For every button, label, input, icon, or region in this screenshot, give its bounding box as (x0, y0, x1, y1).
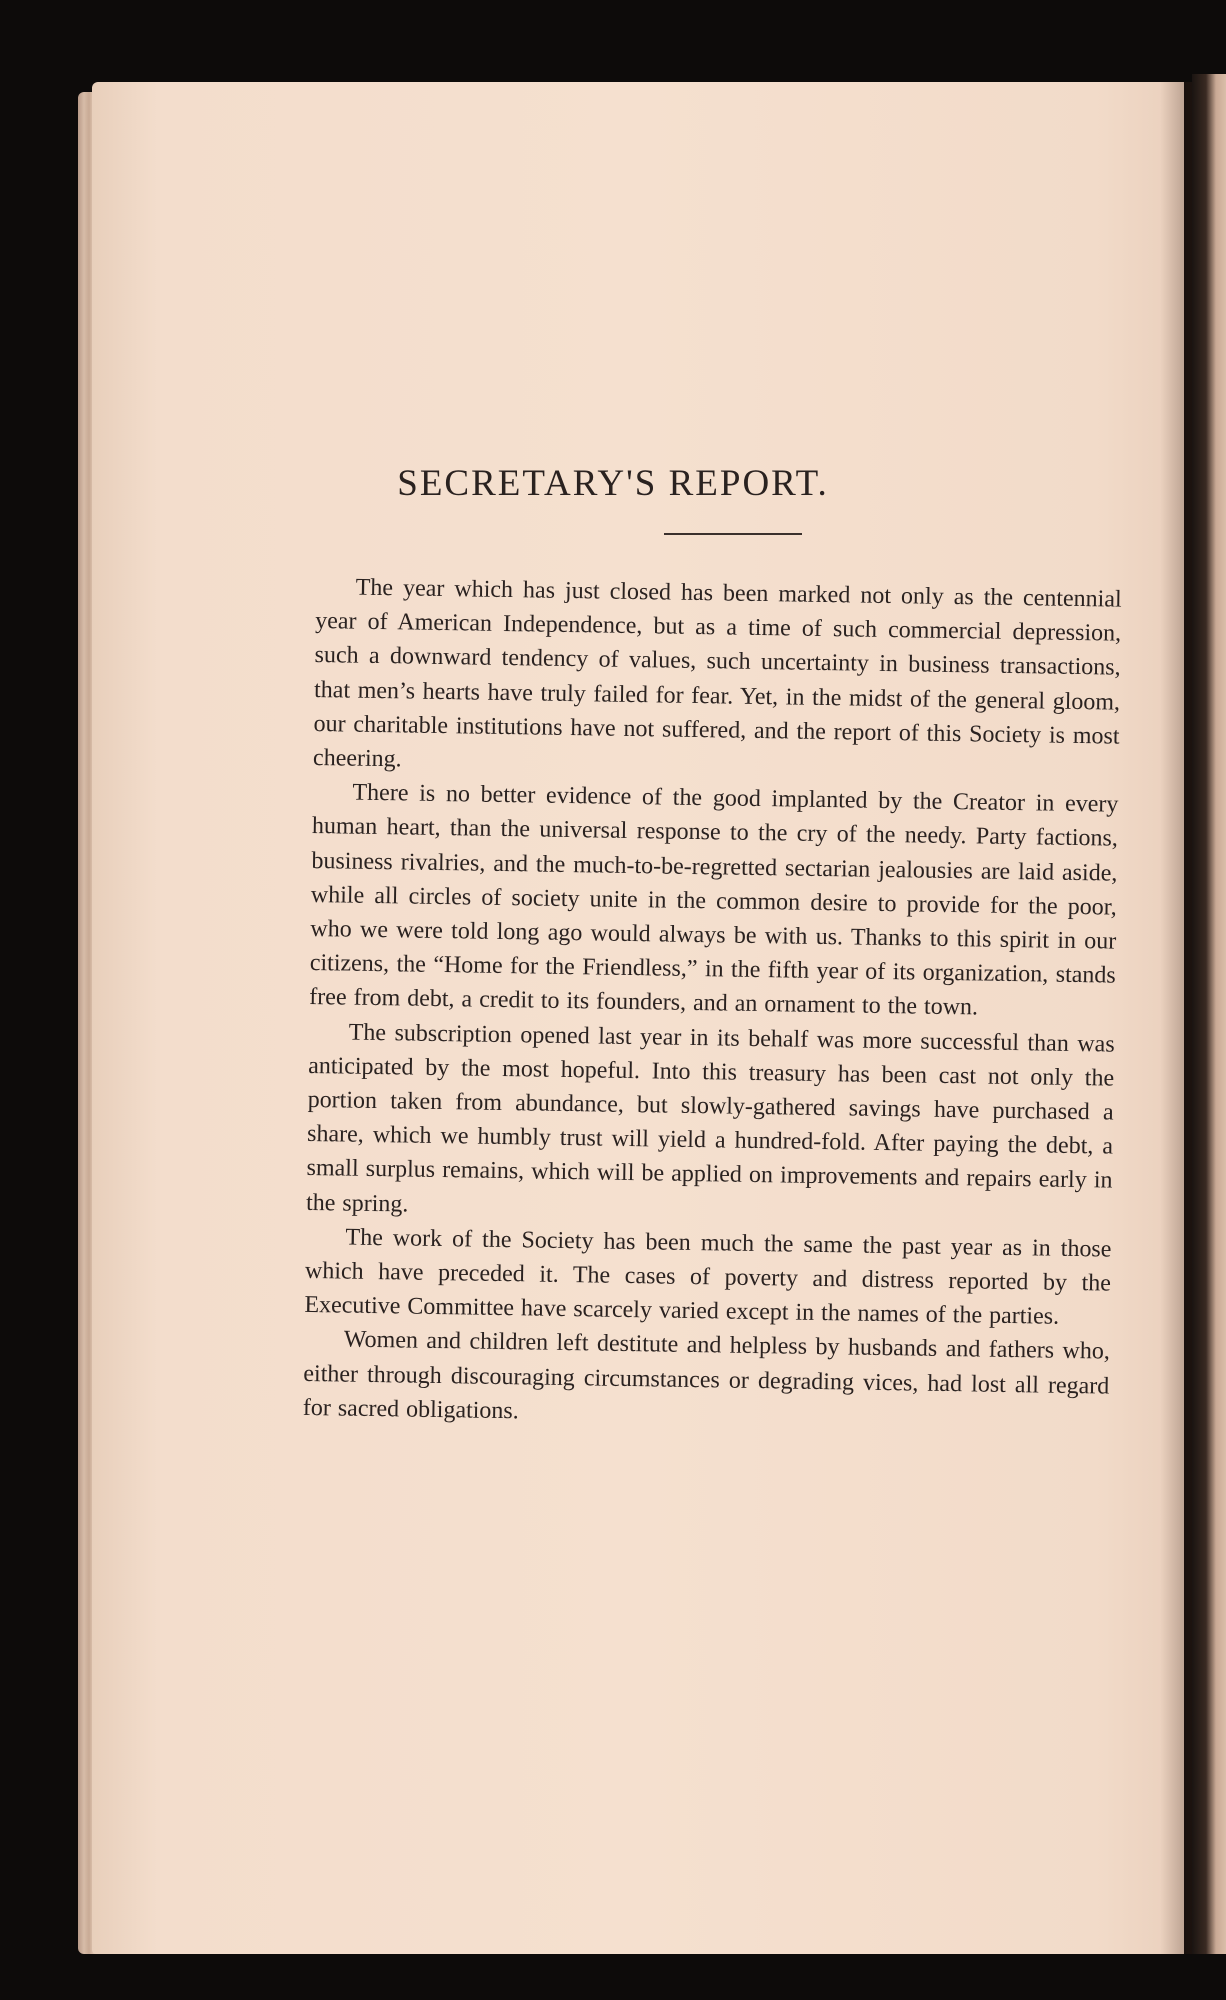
report-body (303, 570, 1122, 1438)
paragraph: Women and children left destitute and helpless by husbands and fathers who, either through discouraging circumstances or degrading vices, had lost all regard for sacred obligations. (302, 1327, 1111, 1425)
paragraph: The work of the Society has been much the same the past year as in those which have preceded it. The cases of poverty and distress reported by the Executive Committee have scarcely varied except in the names of the parties. (304, 1224, 1112, 1331)
spine-shadow (1160, 82, 1194, 1954)
paragraph: There is no better evidence of the good implanted by the Creator in every human heart, than the universal response to the cry of the needy. Party factions, business rivalries, and the much-to-be-regretted sectarian jealousies are laid aside, while all circles of society unite in the common desire to provide for the poor, who we were told long ago would always be with us. Thanks to this spirit in our citizens, the “Home for the Friendless,” in the fifth year of its organization, stands free from debt, a credit to its founders, and an ornament to the town. (309, 779, 1119, 1021)
title-divider (664, 533, 802, 535)
next-page-edge (1192, 74, 1226, 1954)
paragraph: The year which has just closed has been marked not only as the centennial year of American Independence, but as a time of such commercial depression, such a downward tendency of values, such uncertainty in business transactions, that men’s hearts have truly failed for fear. Yet, in the midst of the general gloom, our charitable institutions have not suffered, and the report of this Society is most cheering. (312, 574, 1122, 773)
page-title: SECRETARY'S REPORT. (397, 463, 829, 504)
paragraph: The subscription opened last year in its behalf was more successful than was anticipated by the most hopeful. Into this treasury has been cast not only the portion taken from abundance, but slowly-gathered savings have purchased a share, which we humbly trust will yield a hundred-fold. After paying the debt, a small surplus remains, which will be applied on improvements and repairs early in the spring. (305, 1019, 1115, 1218)
